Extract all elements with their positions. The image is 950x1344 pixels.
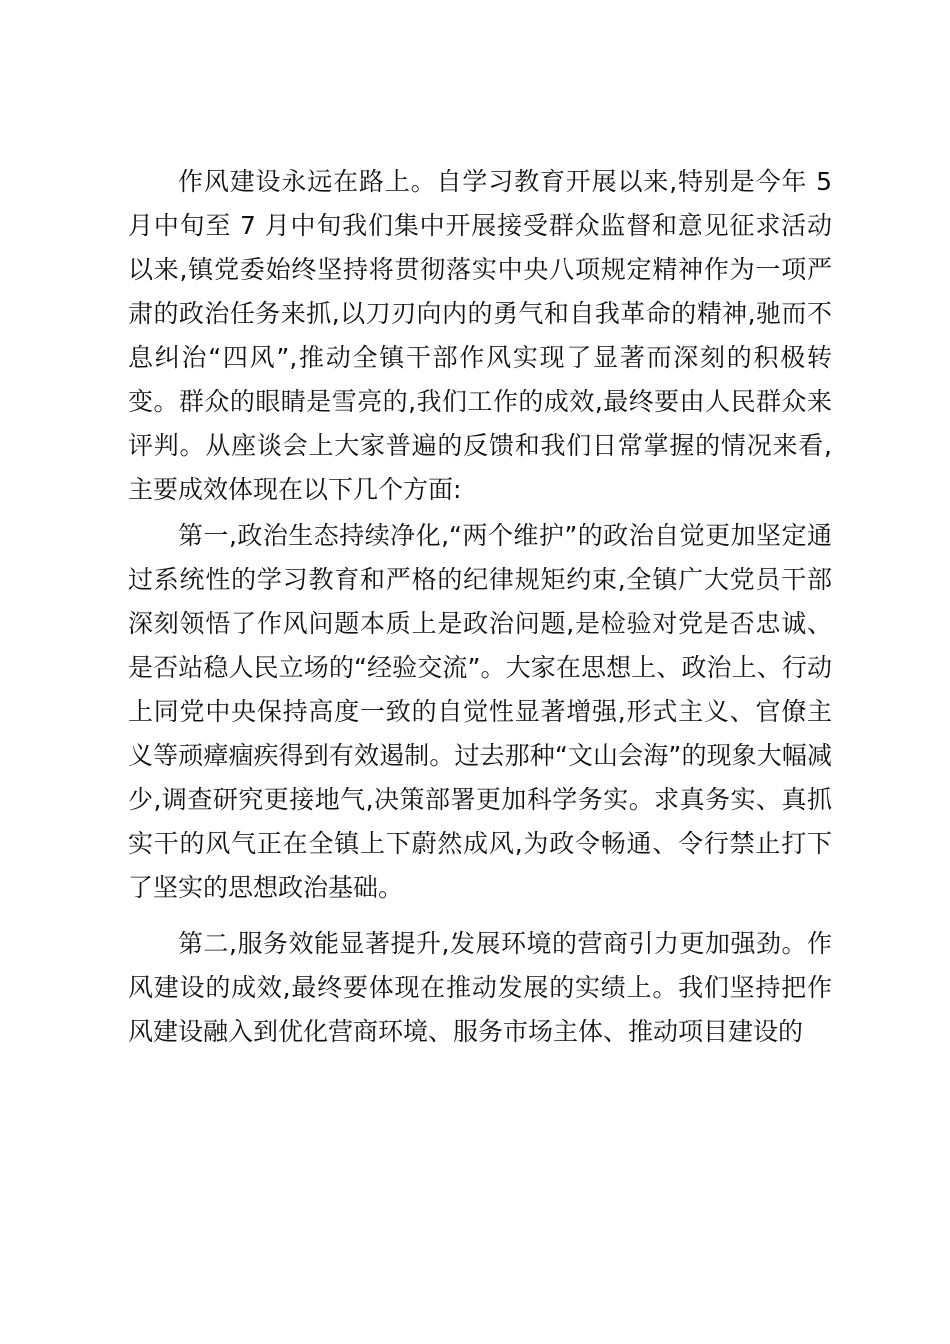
paragraph-point-two: 第二,服务效能显著提升,发展环境的营商引力更加强劲。作风建设的成效,最终要体现在推动发展的实绩上。我们坚持把作风建设融入到优化营商环境、服务市场主体、推动项目建设的 [128, 929, 832, 1046]
paragraph-point-one: 第一,政治生态持续净化,“两个维护”的政治自觉更加坚定通过系统性的学习教育和严格的纪律规矩约束,全镇广大党员干部深刻领悟了作风问题本质上是政治问题,是检验对党是否忠诚、是否站稳人民立场的“经验交流”。大家在思想上、政治上、行动上同党中央保持高度一致的自觉性显著增强,形式主义、官僚主义等顽瘴痼疾得到有效遏制。过去那种“文山会海”的现象大幅减少,调查研究更接地气,决策部署更加科学务实。求真务实、真抓实干的风气正在全镇上下蔚然成风,为政令畅通、令行禁止打下了坚实的思想政治基础。 [128, 521, 832, 902]
paragraph-intro: 作风建设永远在路上。自学习教育开展以来,特别是今年 5 月中旬至 7 月中旬我们集中开展接受群众监督和意见征求活动以来,镇党委始终坚持将贯彻落实中央八项规定精神作为一项严肃的政治任务来抓,以刀刃向内的勇气和自我革命的精神,驰而不息纠治“四风”,推动全镇干部作风实现了显著而深刻的积极转变。群众的眼睛是雪亮的,我们工作的成效,最终要由人民群众来评判。从座谈会上大家普遍的反馈和我们日常掌握的情况来看,主要成效体现在以下几个方面: [128, 167, 832, 504]
document-body [128, 160, 832, 1054]
